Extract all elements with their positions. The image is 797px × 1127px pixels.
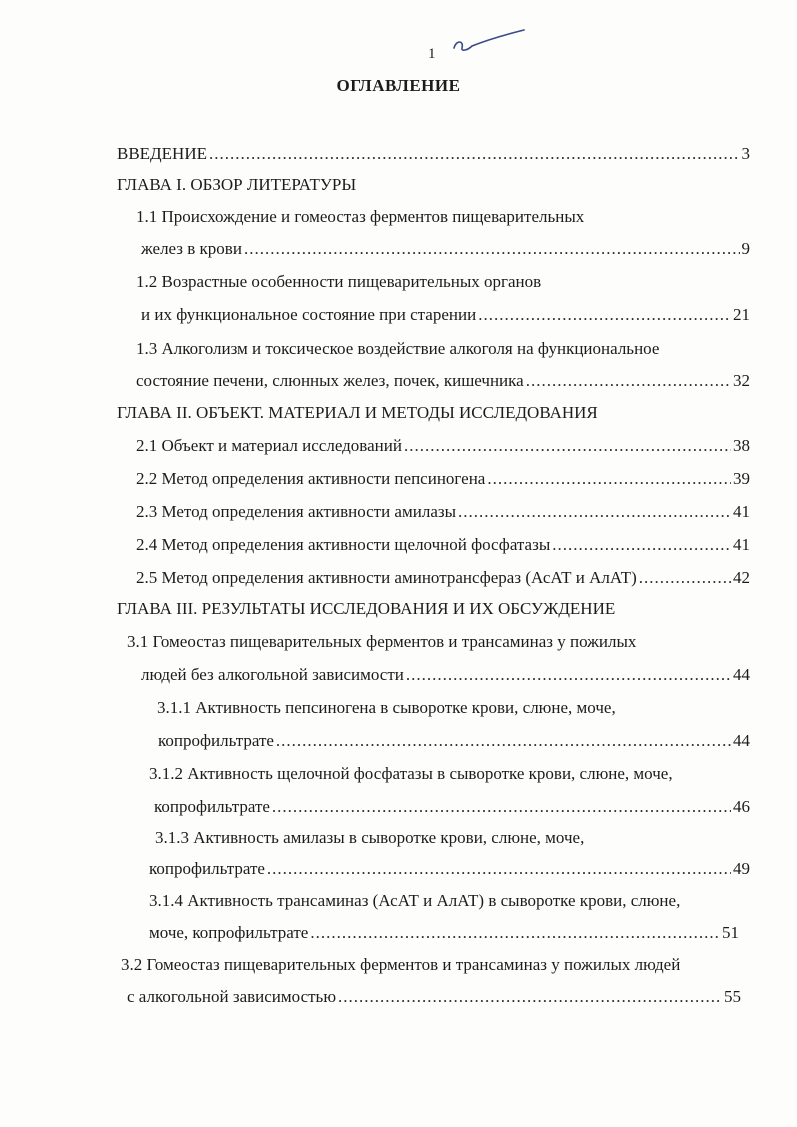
toc-entry	[149, 923, 739, 943]
chapter-heading	[117, 175, 356, 195]
toc-entry-text: 1.2 Возрастные особенности пищеварительных органов	[136, 272, 542, 291]
toc-entry	[141, 239, 750, 259]
toc-entry-page: 51	[722, 923, 739, 942]
toc-entry-text: ГЛАВА I. ОБЗОР ЛИТЕРАТУРЫ	[117, 175, 357, 194]
toc-entry-page: 42	[733, 568, 750, 587]
toc-entry-text: и их функциональное состояние при старении	[141, 305, 477, 324]
dot-leader	[338, 987, 722, 1007]
toc-entry	[117, 144, 750, 164]
page-title: ОГЛАВЛЕНИЕ	[336, 76, 461, 95]
toc-entry	[154, 797, 750, 817]
toc-entry-page: 41	[733, 502, 750, 521]
toc-entry-text: ГЛАВА II. ОБЪЕКТ. МАТЕРИАЛ И МЕТОДЫ ИССЛЕДОВАНИЯ	[117, 403, 598, 422]
dot-leader	[639, 568, 731, 588]
dot-leader	[267, 859, 731, 879]
dot-leader	[209, 144, 740, 164]
toc-entry	[141, 665, 750, 685]
toc-entry	[136, 436, 750, 456]
toc-entry	[136, 339, 659, 359]
dot-leader	[487, 469, 731, 489]
chapter-heading	[117, 599, 615, 619]
toc-entry-text: копрофильтрате	[149, 859, 265, 878]
dot-leader	[526, 371, 731, 391]
toc-entry-page: 55	[724, 987, 741, 1006]
toc-entry-page: 3	[741, 144, 750, 163]
toc-entry	[127, 632, 636, 652]
toc-entry-page: 39	[733, 469, 750, 488]
dot-leader	[552, 535, 731, 555]
dot-leader	[244, 239, 740, 259]
handwritten-mark	[448, 28, 528, 56]
toc-entry	[136, 469, 750, 489]
toc-entry-text: состояние печени, слюнных желез, почек, кишечника	[136, 371, 524, 390]
toc-entry-page: 9	[741, 239, 750, 258]
toc-entry	[149, 859, 750, 879]
toc-entry-page: 44	[733, 731, 750, 750]
toc-entry	[136, 568, 750, 588]
toc-entry-text: 3.1.3 Активность амилазы в сыворотке крови, слюне, моче,	[155, 828, 585, 847]
toc-entry-text: 2.1 Объект и материал исследований	[136, 436, 402, 455]
toc-entry-page: 46	[733, 797, 750, 816]
toc-entry-text: 2.5 Метод определения активности аминотрансфераз (АсАТ и АлАТ)	[136, 568, 637, 587]
toc-entry-text: 2.4 Метод определения активности щелочной фосфатазы	[136, 535, 551, 554]
toc-entry-text: 3.1.2 Активность щелочной фосфатазы в сыворотке крови, слюне, моче,	[149, 764, 673, 783]
toc-entry	[149, 891, 680, 911]
toc-entry-text: 1.3 Алкоголизм и токсическое воздействие алкоголя на функциональное	[136, 339, 660, 358]
toc-entry-text: копрофильтрате	[158, 731, 274, 750]
toc-entry	[155, 828, 584, 848]
toc-entry-text: 3.2 Гомеостаз пищеварительных ферментов и трансаминаз у пожилых людей	[121, 955, 681, 974]
toc-entry-text: 3.1 Гомеостаз пищеварительных ферментов и трансаминаз у пожилых	[127, 632, 637, 651]
page-number: 1	[428, 46, 436, 62]
toc-entry	[157, 698, 616, 718]
dot-leader	[478, 305, 731, 325]
toc-entry-text: людей без алкогольной зависимости	[141, 665, 404, 684]
dot-leader	[404, 436, 731, 456]
dot-leader	[406, 665, 731, 685]
toc-entry-page: 32	[733, 371, 750, 390]
toc-entry-page: 38	[733, 436, 750, 455]
toc-entry-text: 3.1.1 Активность пепсиногена в сыворотке крови, слюне, моче,	[157, 698, 616, 717]
toc-entry-page: 44	[733, 665, 750, 684]
toc-entry-page: 41	[733, 535, 750, 554]
toc-entry-page: 49	[733, 859, 750, 878]
toc-entry	[158, 731, 750, 751]
toc-entry-page: 21	[733, 305, 750, 324]
chapter-heading	[117, 403, 598, 423]
toc-entry-text: желез в крови	[141, 239, 242, 258]
dot-leader	[310, 923, 720, 943]
toc-entry-text: с алкогольной зависимостью	[127, 987, 337, 1006]
toc-entry	[136, 502, 750, 522]
toc-entry	[136, 535, 750, 555]
dot-leader	[276, 731, 731, 751]
toc-entry	[149, 764, 673, 784]
toc-entry-text: 2.3 Метод определения активности амилазы	[136, 502, 457, 521]
toc-entry	[127, 987, 741, 1007]
toc-entry-text: моче, копрофильтрате	[149, 923, 309, 942]
toc-entry	[136, 371, 750, 391]
toc-entry-text: копрофильтрате	[154, 797, 270, 816]
toc-entry-text: ГЛАВА III. РЕЗУЛЬТАТЫ ИССЛЕДОВАНИЯ И ИХ ОБСУЖДЕНИЕ	[117, 599, 616, 618]
dot-leader	[458, 502, 731, 522]
toc-entry	[136, 207, 584, 227]
toc-entry-text: ВВЕДЕНИЕ	[117, 144, 207, 163]
toc-entry	[121, 955, 680, 975]
dot-leader	[272, 797, 731, 817]
toc-entry-text: 3.1.4 Активность трансаминаз (АсАТ и АлАТ) в сыворотке крови, слюне,	[149, 891, 681, 910]
toc-entry-text: 2.2 Метод определения активности пепсиногена	[136, 469, 486, 488]
toc-entry	[141, 305, 750, 325]
toc-entry-text: 1.1 Происхождение и гомеостаз ферментов пищеварительных	[136, 207, 585, 226]
toc-entry	[136, 272, 541, 292]
